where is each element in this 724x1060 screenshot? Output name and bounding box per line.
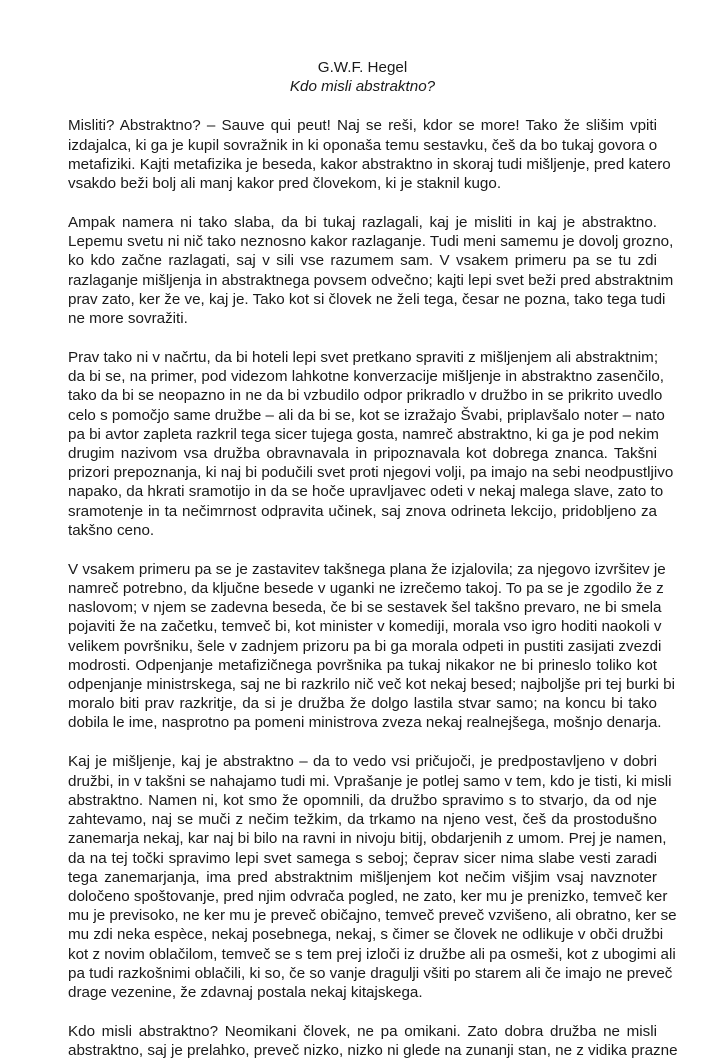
paragraph-5 bbox=[68, 752, 677, 1002]
text-line: Kaj je mišljenje, kaj je abstraktno – da to vedo vsi pričujoči, je predpostavljeno v dobri bbox=[68, 753, 657, 771]
text-line: družbi, in v takšni se nahajamo tudi mi. Vprašanje je potlej samo v tem, kdo je tisti, ki misli bbox=[68, 772, 672, 790]
text-line: abstraktno, saj je prelahko, preveč nizko, nizko ni glede na zunanji stan, ne z vidika prazne bbox=[68, 1042, 678, 1060]
text-line: Kdo misli abstraktno? Neomikani človek, ne pa omikani. Zato dobra družba ne misli bbox=[68, 1022, 657, 1040]
text-line: da na tej točki spravimo lepi svet samega s seboj; čeprav sicer nima slabe vesti zaradi bbox=[68, 849, 657, 867]
text-line: takšno ceno. bbox=[68, 521, 155, 539]
text-line: zanemarja nekaj, kar naj bi bilo na ravni in nivoju bitij, obdarjenih z umom. Prej je namen, bbox=[68, 830, 667, 848]
text-line: velikem površniku, šele v zadnjem prizoru pa bi ga morala odpeti in pustiti zasijati zvezdi bbox=[68, 637, 662, 655]
author-heading: G.W.F. Hegel bbox=[317, 59, 408, 76]
text-line: mu je previsoko, ne ker mu je preveč običajno, temveč preveč vzvišeno, ali obratno, ker se bbox=[68, 907, 677, 925]
text-line: pa bi avtor zapleta razkril tega sicer tujega gosta, namreč abstraktno, ki ga je pod nekim bbox=[68, 425, 659, 443]
text-line: določeno spoštovanje, pred njim odvrača pogled, ne zato, ker mu je prenizko, temveč ker bbox=[68, 887, 668, 905]
text-line: moralo biti prav razkritje, da si je družba že dolgo lastila stvar samo; na koncu bi tako bbox=[68, 695, 657, 713]
text-line: drage vezenine, že zdavnaj postala nekaj kitajskega. bbox=[68, 983, 423, 1001]
text-line: prizori prepoznanja, ki naj bi podučili svet proti njegovi volji, pa imajo na sebi neodpustljivo bbox=[68, 464, 674, 482]
text-line: da bi se, na primer, pod videzom lahkotne konverzacije mišljenje in abstraktno zasenčilo, bbox=[68, 368, 664, 386]
text-line: naslovom; v njem se zadevna beseda, če bi se sestavek šel takšno prevaro, ne bi smela bbox=[68, 599, 662, 617]
paragraph-1 bbox=[68, 116, 671, 193]
text-line: ne more sovražiti. bbox=[68, 310, 188, 328]
text-line: Misliti? Abstraktno? – Sauve qui peut! Naj se reši, kdor se more! Tako že slišim vpiti bbox=[68, 117, 657, 135]
text-line: tega zanemarjanja, ima pred abstraktnim mišljenjem kot nečim višjim vsaj navznoter bbox=[68, 868, 657, 886]
text-line: mu zdi neka espèce, nekaj posebnega, nekaj, s čimer se človek ne odlikuje v obči družbi bbox=[68, 926, 664, 944]
text-line: odpenjanje ministrskega, saj ne bi razkrilo nič več kot nekaj besed; najboljše pri tej burki bi bbox=[68, 676, 675, 694]
paragraph-6 bbox=[68, 1022, 678, 1060]
paragraph-4 bbox=[68, 560, 675, 733]
text-line: V vsakem primeru pa se je zastavitev takšnega plana že izjalovila; za njegovo izvršitev je bbox=[68, 560, 666, 578]
text-line: drugim nazivom vsa družba obravnavala in pripoznavala kot dobrega znanca. Takšni bbox=[68, 445, 657, 463]
text-line: celo s pomočjo same družbe – ali da bi se, kot se izražajo Švabi, priplavšalo noter – nato bbox=[68, 406, 665, 424]
text-line: Ampak namera ni tako slaba, da bi tukaj razlagali, kaj je misliti in kaj je abstraktno. bbox=[68, 214, 657, 232]
document-title: Kdo misli abstraktno? bbox=[289, 78, 436, 96]
text-line: prav zato, ker že ve, kaj je. Tako kot si človek ne želi tega, česar ne pozna, tako tega tudi bbox=[68, 290, 666, 308]
text-line: dobila le ime, nasprotno pa pomeni ministrova zveza nekaj realnejšega, mošnjo denarja. bbox=[68, 714, 662, 732]
text-line: kot z novim oblačilom, temveč se s tem prej izloči iz družbe ali pa osmeši, kot z ubogimi ali bbox=[68, 945, 676, 963]
text-line: Lepemu svetu ni nič tako neznosno kakor razlaganje. Tudi meni samemu je dovolj grozno, bbox=[68, 233, 674, 251]
paragraph-3 bbox=[68, 348, 674, 540]
text-line: izdajalca, ki ga je kupil sovražnik in ki oponaša temu sestavku, češ da bo tukaj govora o bbox=[68, 136, 658, 154]
text-line: modrosti. Odpenjanje metafizičnega površnika pa tukaj nikakor ne bi prineslo toliko kot bbox=[68, 656, 657, 674]
text-line: pojaviti že na začetku, temveč bi, kot minister v komediji, morala vso igro hoditi naokoli v bbox=[68, 618, 662, 636]
text-line: pa tudi razkošnimi oblačili, ki so, če so vanje dragulji všiti po starem ali če imajo ne preveč bbox=[68, 964, 673, 982]
text-line: tako da bi se neopazno in ne da bi vzbudilo odpor prikradlo v družbo in se prikrito uvedlo bbox=[68, 387, 663, 405]
text-line: razlaganje mišljenja in abstraktnega povsem odvečno; kajti lepi svet beži pred abstraktnim bbox=[68, 271, 674, 289]
text-line: napako, da hkrati sramotijo in da se hoče upravljavec odeti v nekaj malega slave, zato to bbox=[68, 483, 664, 501]
text-line: abstraktno. Namen ni, kot smo že opomnili, da družbo spravimo s to stvarjo, da od nje bbox=[68, 791, 657, 809]
paragraph-2 bbox=[68, 213, 674, 328]
text-line: sramotenje in ta nečimrnost odpravita učinek, saj znova odrineta lekcijo, pridobljeno za bbox=[68, 502, 657, 520]
text-line: namreč potrebno, da ključne besede v uganki ne izrečemo takoj. To pa se je zgodilo že z bbox=[68, 580, 664, 598]
text-line: vsakdo beži bolj ali manj kakor pred človekom, ki je staknil kugo. bbox=[68, 175, 502, 193]
text-line: Prav tako ni v načrtu, da bi hoteli lepi svet pretkano spraviti z mišljenjem ali abstraktnim; bbox=[68, 349, 659, 367]
text-line: metafiziki. Kajti metafizika je beseda, kakor abstraktno in skoraj tudi mišljenje, pred katero bbox=[68, 155, 671, 173]
text-line: zahtevamo, naj se muči z nečim težkim, da trkamo na njeno vest, češ da prostodušno bbox=[68, 811, 657, 829]
document-page bbox=[68, 58, 678, 1060]
text-line: ko kdo začne razlagati, saj v sili vse razumem sam. V vsakem primeru pa se tu zdi bbox=[68, 252, 657, 270]
